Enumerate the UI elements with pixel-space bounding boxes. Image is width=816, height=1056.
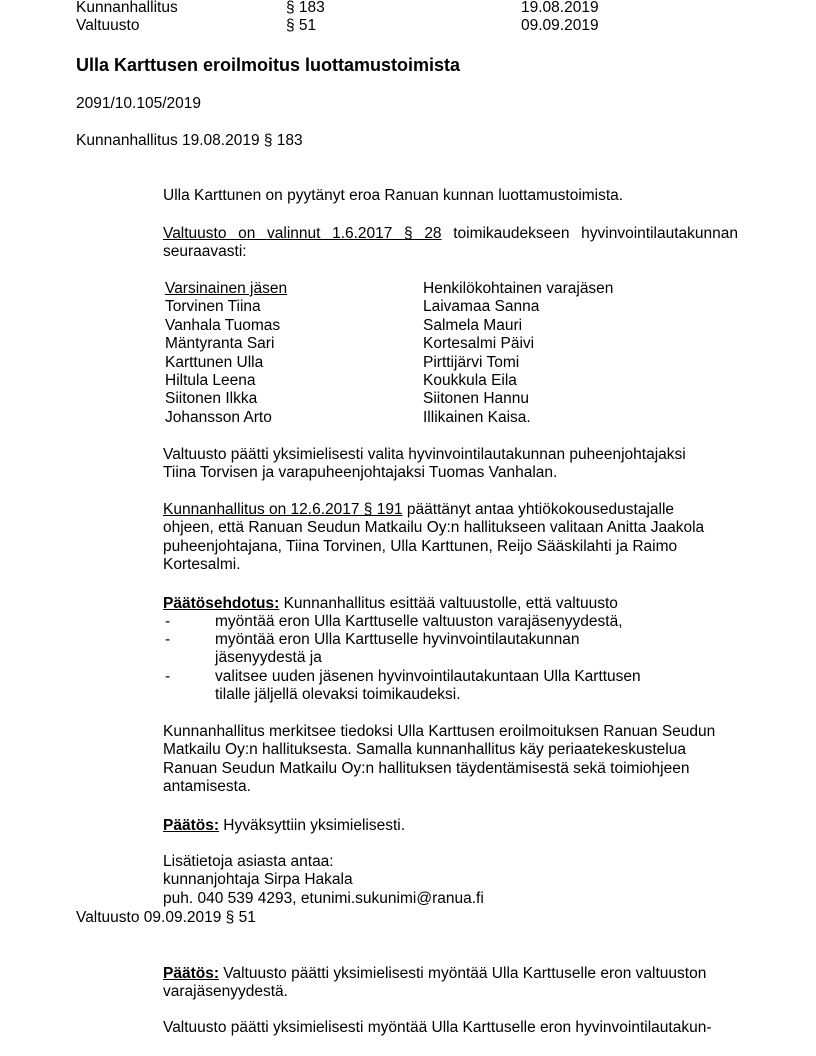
decision-text: Valtuusto päätti yksimielisesti myöntää Ulla Karttuselle eron valtuuston (219, 965, 707, 982)
diary-number: 2091/10.105/2019 (76, 95, 201, 112)
election-paragraph (163, 225, 738, 262)
paragraph-line: Tiina Torvisen ja varapuheenjohtajaksi Tuomas Vanhalan. (163, 464, 558, 482)
paragraph-line: Matkailu Oy:n hallituksesta. Samalla kunnanhallitus käy periaatekeskustelua (163, 741, 686, 759)
member-regular: Vanhala Tuomas (165, 316, 281, 334)
member-deputy: Kortesalmi Päivi (423, 335, 535, 353)
contact-line: kunnanjohtaja Sirpa Hakala (163, 871, 353, 889)
proposal-label: Päätösehdotus: (163, 595, 280, 612)
proposal-item (215, 668, 641, 705)
last-paragraph (163, 1019, 712, 1037)
member-regular: Torvinen Tiina (165, 298, 261, 316)
decision1 (163, 817, 405, 835)
proposal-item-line: jäsenyydestä ja (215, 649, 322, 667)
header-body: Valtuusto (76, 17, 140, 34)
paragraph-line: antamisesta. (163, 778, 251, 796)
paragraph-line: päättänyt antaa yhtiökokousedustajalle (402, 501, 675, 518)
member-deputy: Siitonen Hannu (423, 390, 529, 408)
member-regular: Karttunen Ulla (165, 353, 264, 371)
member-deputy: Illikainen Kaisa. (423, 408, 531, 426)
intro-paragraph: Ulla Karttunen on pyytänyt eroa Ranuan kunnan luottamustoimista. (163, 187, 624, 204)
election-reference-link[interactable]: Valtuusto on valinnut 1.6.2017 § 28 (163, 225, 442, 242)
board-paragraph (163, 501, 704, 575)
decision-text: Hyväksyttiin yksimielisesti. (219, 817, 406, 834)
page-title: Ulla Karttusen eroilmoitus luottamustoimista (76, 55, 461, 75)
paragraph-line: Valtuusto päätti yksimielisesti valita hyvinvointilautakunnan puheenjohtajaksi (163, 446, 686, 463)
paragraph-line: Valtuusto päätti yksimielisesti myöntää Ulla Karttuselle eron hyvinvointilautakun- (163, 1019, 712, 1036)
chair-paragraph (163, 446, 686, 483)
bullet: - (165, 631, 171, 648)
paragraph-line: Ranuan Seudun Matkailu Oy:n hallituksen täydentämisestä sekä toimiohjeen (163, 759, 690, 777)
meeting2-heading: Valtuusto 09.09.2019 § 51 (76, 909, 256, 926)
proposal-item (215, 631, 579, 668)
paragraph-line: Kortesalmi. (163, 556, 241, 574)
notice-paragraph (163, 723, 715, 797)
header-date: 19.08.2019 (521, 0, 599, 16)
contact-info (163, 853, 484, 908)
member-deputy: Laivamaa Sanna (423, 298, 540, 316)
paragraph-line: puheenjohtajana, Tiina Torvinen, Ulla Karttunen, Reijo Sääskilahti ja Raimo (163, 537, 678, 555)
decision-label: Päätös: (163, 965, 219, 982)
header-date: 09.09.2019 (521, 17, 599, 34)
contact-line: puh. 040 539 4293, etunimi.sukunimi@ranua.fi (163, 889, 484, 907)
proposal-item (215, 613, 623, 631)
member-regular: Johansson Arto (165, 408, 272, 426)
meeting1-heading: Kunnanhallitus 19.08.2019 § 183 (76, 132, 303, 149)
proposal-item-line: tilalle jäljellä olevaksi toimikaudeksi. (215, 686, 461, 704)
member-regular: Mäntyranta Sari (165, 335, 275, 353)
election-text: toimikaudekseen hyvinvointilautakunnan seuraavasti: (163, 225, 738, 261)
col-header-regular: Varsinainen jäsen (165, 280, 288, 297)
member-deputy: Salmela Mauri (423, 316, 523, 334)
member-deputy: Koukkula Eila (423, 372, 517, 390)
members-deputy-column (423, 280, 613, 427)
decision-label: Päätös: (163, 817, 219, 834)
paragraph-line: ohjeen, että Ranuan Seudun Matkailu Oy:n hallitukseen valitaan Anitta Jaakola (163, 519, 705, 537)
bullet: - (165, 613, 171, 630)
paragraph-line: Kunnanhallitus merkitsee tiedoksi Ulla Karttusen eroilmoituksen Ranuan Seudun (163, 723, 716, 740)
proposal-text: Kunnanhallitus esittää valtuustolle, että valtuusto (279, 595, 618, 612)
header-section: § 51 (286, 17, 317, 34)
proposal-item-line: valitsee uuden jäsenen hyvinvointilautakuntaan Ulla Karttusen (215, 668, 641, 685)
member-regular: Siitonen Ilkka (165, 390, 258, 408)
header-section: § 183 (286, 0, 325, 16)
bullet: - (165, 668, 171, 685)
col-header-deputy: Henkilökohtainen varajäsen (423, 280, 614, 297)
proposal-heading (163, 595, 618, 613)
decision2 (163, 965, 706, 1002)
member-regular: Hiltula Leena (165, 372, 256, 390)
decision-text: varajäsenyydestä. (163, 983, 288, 1001)
member-deputy: Pirttijärvi Tomi (423, 353, 520, 371)
contact-line: Lisätietoja asiasta antaa: (163, 853, 334, 870)
proposal-item-line: myöntää eron Ulla Karttuselle hyvinvointilautakunnan (215, 631, 580, 648)
board-reference-link[interactable]: Kunnanhallitus on 12.6.2017 § 191 (163, 501, 403, 518)
members-regular-column (165, 280, 287, 427)
proposal-item-line: myöntää eron Ulla Karttuselle valtuuston varajäsenyydestä, (215, 613, 623, 630)
header-body: Kunnanhallitus (76, 0, 178, 16)
